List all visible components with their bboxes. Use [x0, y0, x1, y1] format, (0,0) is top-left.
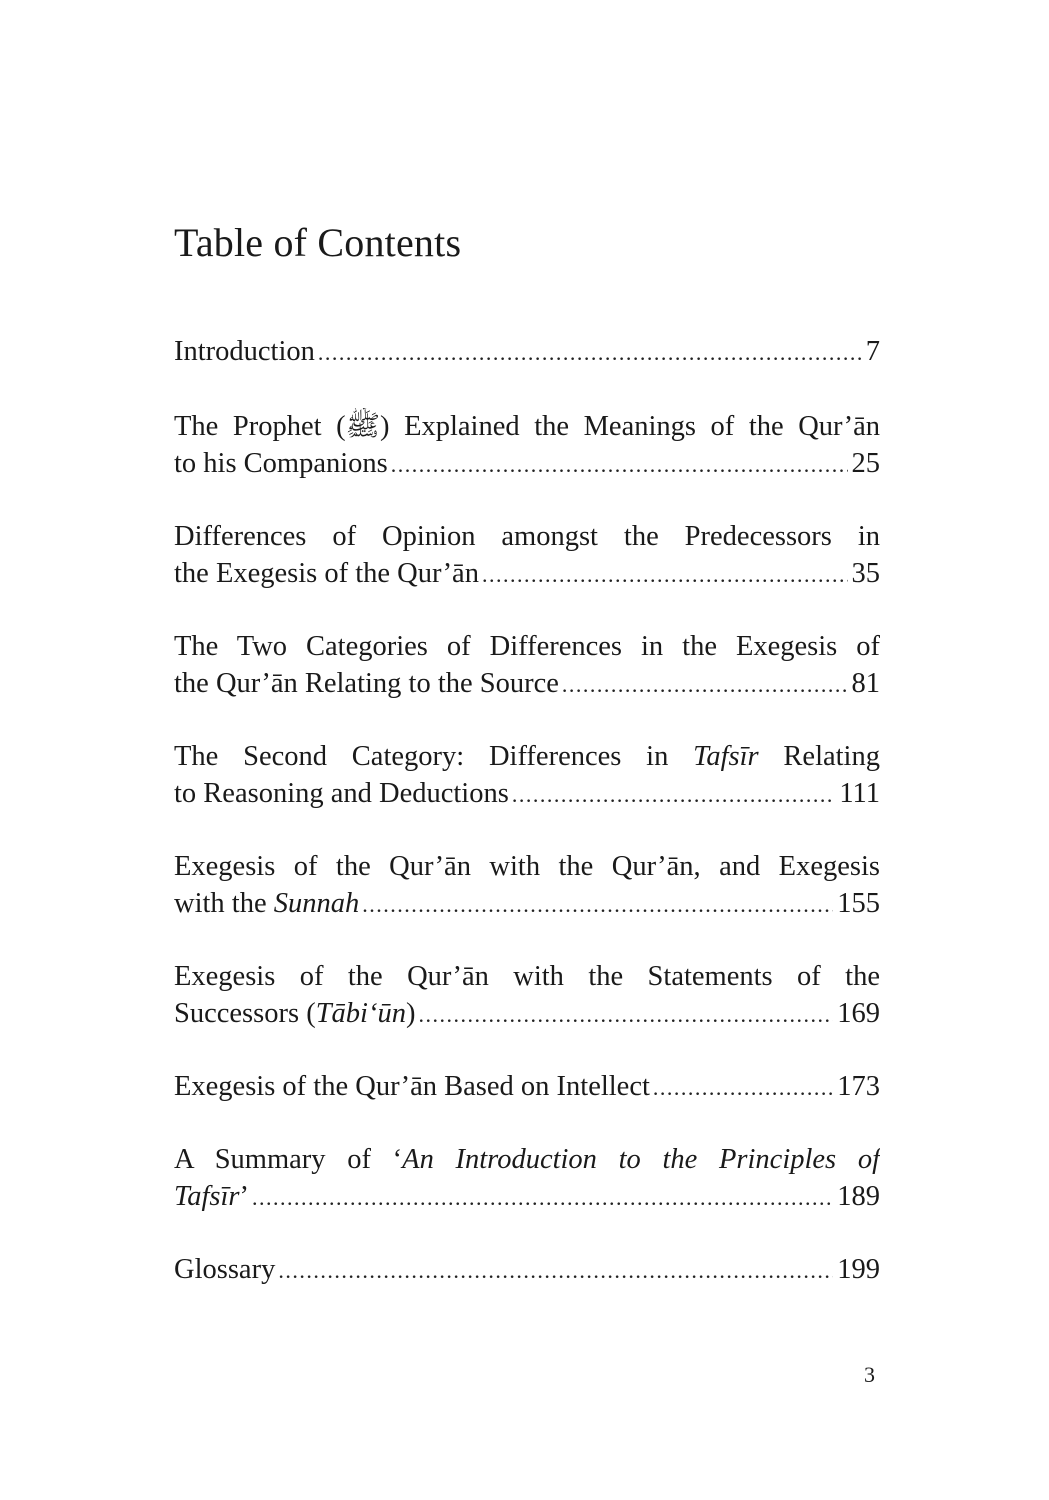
- dot-leader: [278, 1252, 833, 1289]
- toc-entry-title-line: Exegesis of the Qur’ān with the Statements of the: [174, 961, 880, 992]
- toc-entry-title-line: Glossary: [174, 1254, 276, 1285]
- toc-entry-page-number: 155: [837, 888, 880, 919]
- toc-entry[interactable]: [174, 1141, 880, 1215]
- dot-leader: [252, 1179, 833, 1216]
- dot-leader: [482, 556, 848, 593]
- dot-leader: [318, 334, 862, 371]
- toc-entry-title-line: Differences of Opinion amongst the Predecessors in: [174, 521, 880, 552]
- toc-entry-title-line: to Reasoning and Deductions: [174, 778, 509, 809]
- toc-entry-page-number: 81: [851, 668, 880, 699]
- page-number: 3: [864, 1362, 875, 1387]
- toc-entry-page-number: 35: [851, 558, 880, 589]
- toc-entry[interactable]: [174, 1251, 880, 1288]
- toc-entry[interactable]: [174, 738, 880, 812]
- toc-entry[interactable]: [174, 848, 880, 922]
- toc-entry[interactable]: [174, 408, 880, 482]
- toc-entry-page-number: 173: [837, 1071, 880, 1102]
- toc-entry-title-line: The Two Categories of Differences in the Exegesis of: [174, 631, 880, 662]
- dot-leader: [562, 666, 848, 703]
- toc-entry[interactable]: [174, 1068, 880, 1105]
- toc-entry[interactable]: [174, 518, 880, 592]
- toc-entry-title-line: Exegesis of the Qur’ān with the Qur’ān, and Exegesis: [174, 851, 880, 882]
- toc-entry-title-line: the Qur’ān Relating to the Source: [174, 668, 559, 699]
- dot-leader: [512, 776, 836, 813]
- toc-entry-page-number: 169: [837, 998, 880, 1029]
- dot-leader: [391, 446, 848, 483]
- toc-entry-title-line: The Prophet (ﷺ) Explained the Meanings of the Qur’ān: [174, 411, 880, 442]
- book-page: [174, 0, 880, 1500]
- dot-leader: [362, 886, 833, 923]
- toc-entry-page-number: 111: [839, 778, 880, 809]
- toc-entry[interactable]: [174, 958, 880, 1032]
- toc-entry-title-line: with the Sunnah: [174, 888, 360, 919]
- toc-entry-page-number: 199: [837, 1254, 880, 1285]
- toc-entry-title-line: A Summary of ‘An Introduction to the Principles of: [174, 1144, 880, 1175]
- toc-entry-page-number: 189: [837, 1181, 880, 1212]
- toc-entry-page-number: 7: [865, 336, 880, 367]
- toc-entry-page-number: 25: [851, 448, 880, 479]
- toc-entry[interactable]: [174, 628, 880, 702]
- toc-entry-title-line: The Second Category: Differences in Tafsīr Relating: [174, 741, 880, 772]
- toc-entry-title-line: Introduction: [174, 336, 315, 367]
- toc-entry-title-line: Tafsīr’: [174, 1181, 250, 1212]
- page-title: Table of Contents: [174, 220, 462, 265]
- toc-entry-title-line: to his Companions: [174, 448, 388, 479]
- dot-leader: [418, 996, 833, 1033]
- toc-entry[interactable]: [174, 333, 880, 370]
- dot-leader: [653, 1069, 833, 1106]
- toc-entry-title-line: the Exegesis of the Qur’ān: [174, 558, 479, 589]
- toc-entry-title-line: Successors (Tābi‘ūn): [174, 998, 416, 1029]
- toc-entry-title-line: Exegesis of the Qur’ān Based on Intellect: [174, 1071, 650, 1102]
